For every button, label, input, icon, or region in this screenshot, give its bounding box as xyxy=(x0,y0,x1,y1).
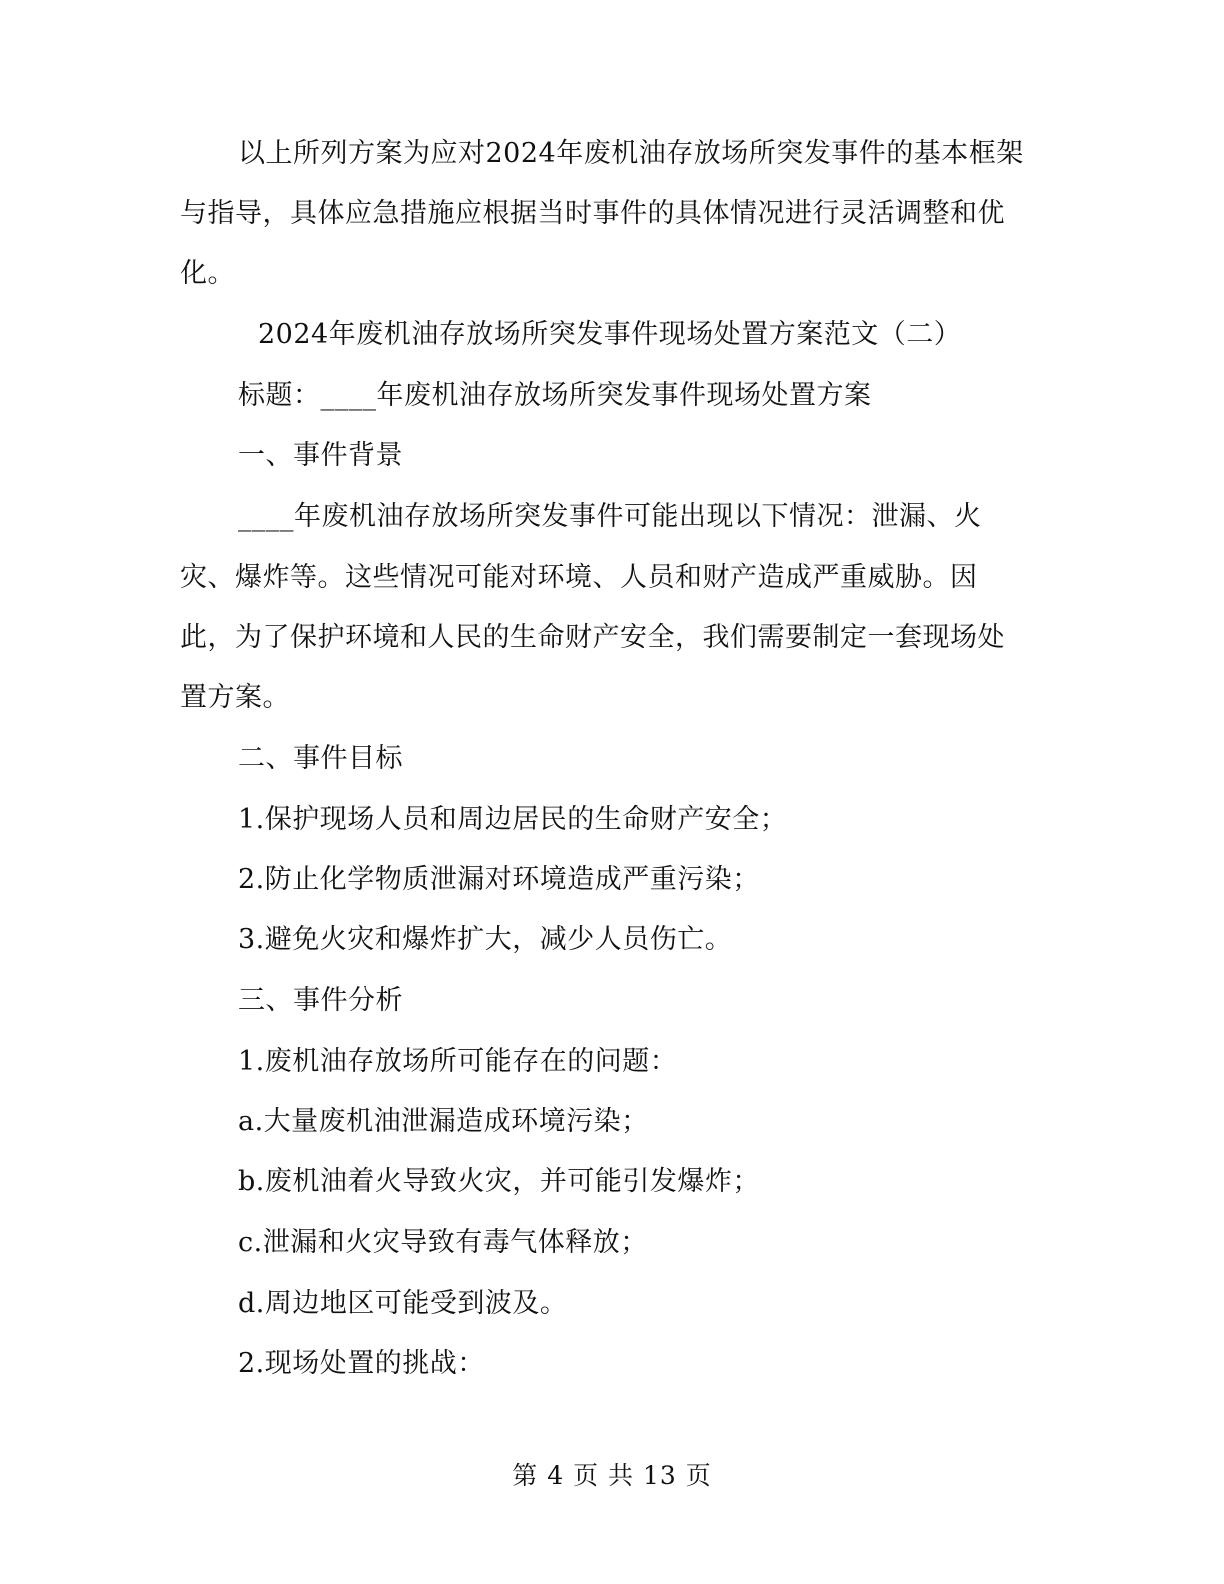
section1-line-3: 此，为了保护环境和人民的生命财产安全，我们需要制定一套现场处 xyxy=(180,622,1005,653)
section-title: 2024年废机油存放场所突发事件现场处置方案范文（二） xyxy=(258,319,962,350)
section3-heading: 三、事件分析 xyxy=(238,985,403,1016)
section3-item: c.泄漏和火灾导致有毒气体释放； xyxy=(238,1227,648,1258)
section1-line-2: 灾、爆炸等。这些情况可能对环境、人员和财产造成严重威胁。因 xyxy=(180,562,978,593)
page-footer: 第 4 页 共 13 页 xyxy=(512,1461,712,1490)
section2-item: 2.防止化学物质泄漏对环境造成严重污染； xyxy=(238,864,760,895)
conclusion-line-2: 与指导，具体应急措施应根据当时事件的具体情况进行灵活调整和优 xyxy=(180,198,1005,229)
section1-heading: 一、事件背景 xyxy=(238,440,403,471)
heading-title: 标题：____年废机油存放场所突发事件现场处置方案 xyxy=(238,380,872,411)
section1-line-1: ____年废机油存放场所突发事件可能出现以下情况：泄漏、火 xyxy=(238,501,982,532)
section3-item: d.周边地区可能受到波及。 xyxy=(238,1288,568,1319)
section3-sub1: 1.废机油存放场所可能存在的问题： xyxy=(238,1046,678,1077)
section1-line-4: 置方案。 xyxy=(180,682,290,713)
section2-item: 3.避免火灾和爆炸扩大，减少人员伤亡。 xyxy=(238,924,733,955)
conclusion-line-1: 以上所列方案为应对2024年废机油存放场所突发事件的基本框架 xyxy=(238,138,1024,169)
section3-item: a.大量废机油泄漏造成环境污染； xyxy=(238,1106,649,1137)
section3-item: b.废机油着火导致火灾，并可能引发爆炸； xyxy=(238,1166,760,1197)
section2-item: 1.保护现场人员和周边居民的生命财产安全； xyxy=(238,804,788,835)
conclusion-line-3: 化。 xyxy=(180,258,235,289)
section2-heading: 二、事件目标 xyxy=(238,743,403,774)
section3-sub2: 2.现场处置的挑战： xyxy=(238,1348,485,1379)
